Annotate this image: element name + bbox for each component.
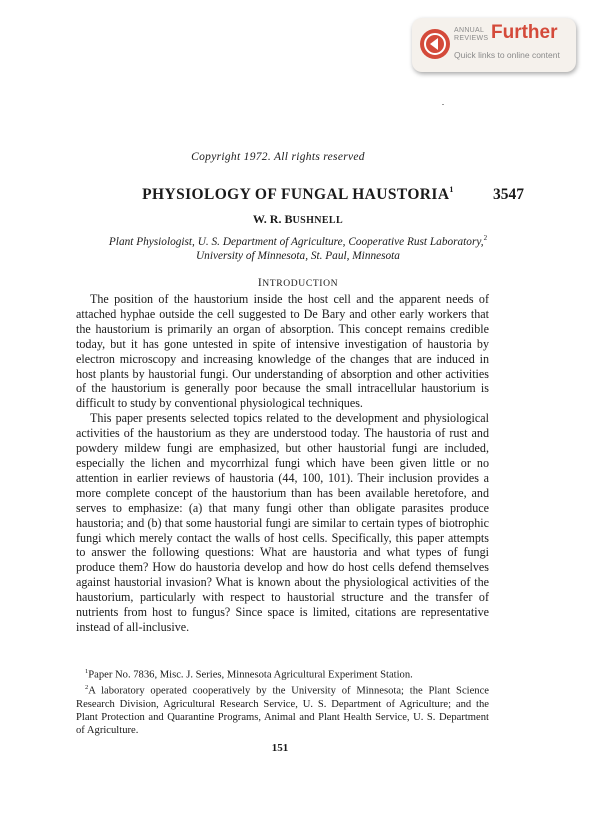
further-wordmark: Further [491,22,558,43]
back-arrow-icon [420,29,450,59]
footnote: $^1$Paper No. 7836, Misc. J. Series, Minnesota Agricultural Experiment Station. [85,668,413,681]
body-paragraph: This paper presents selected topics related to the development and physiological activities of the haustorium as they are understood today. The haustoria of rust and powdery mildew fungi are emphasized, but other haustorial fungi are included, especially the lichen and mycorrhizal fungi which have been given little or no attention in earlier reviews of haustoria (44, 100, 101). Their inclusion provides a more complete concept of the haustorium than has been available heretofore, and serves to emphasize: (a) that many fungi other than obligate parasites produce haustoria; and (b) that some haustorial fungi are similar to certain types of biotrophic fungi which merely contact the walls of host cells. Specifically, this paper attempts to answer the following questions: What are haustoria and what types of fungi produce them? How do haustoria develop and how do host cells defend themselves against haustorial invasion? What is known about the physiological activities of the haustorium, particularly with respect to haustorial structure and the transfer of nutrients from host to fungus? Since space is limited, citations are representative instead of all-inclusive. [76,411,489,634]
copyright-line: Copyright 1972. All rights reserved [191,151,365,163]
annual-reviews-logo: ANNUAL REVIEWS [454,27,489,42]
author-affiliation: Plant Physiologist, U. S. Department of Agriculture, Cooperative Rust Laboratory,$^2$ University of Minnesota, St. Paul, Minnesota [108,234,488,263]
scan-speck [442,104,444,105]
footnotes [76,666,489,738]
article-title: PHYSIOLOGY OF FUNGAL HAUSTORIA$^1$ [142,185,454,203]
affiliation-footnote-mark: 2 [483,234,488,242]
further-banner[interactable] [412,18,576,72]
page-id-number: 3547 [493,186,524,203]
article-body [76,292,489,635]
page-number: 151 [271,742,289,754]
further-tagline: Quick links to online content [454,50,560,60]
author-name: W. R. BUSHNELL [252,212,344,226]
body-paragraph: The position of the haustorium inside the host cell and the apparent needs of attached hyphae outside the cell suggested to De Bary and other early workers that the haustorium is primarily an organ of absorption. This concept remains credible today, but it has gone untested in spite of intensive investigation of haustoria by electron microscopy and increasing knowledge of the changes that are induced in host plants by haustorial fungi. Our understanding of absorption and other activities of the haustorium is generally poor because the small intracellular haustorium is difficult to study by conventional physiological techniques. [76,292,489,411]
section-heading: INTRODUCTION [257,277,339,289]
footnote: $^2$A laboratory operated cooperatively by the University of Minnesota; the Plant Science Research Division, Agricultural Research Service, U. S. Department of Agriculture; and the Plant Protection and Quarantine Programs, Animal and Plant Health Service, U. S. Department of Agriculture. [76,684,489,736]
title-footnote-mark: 1 [449,185,454,194]
